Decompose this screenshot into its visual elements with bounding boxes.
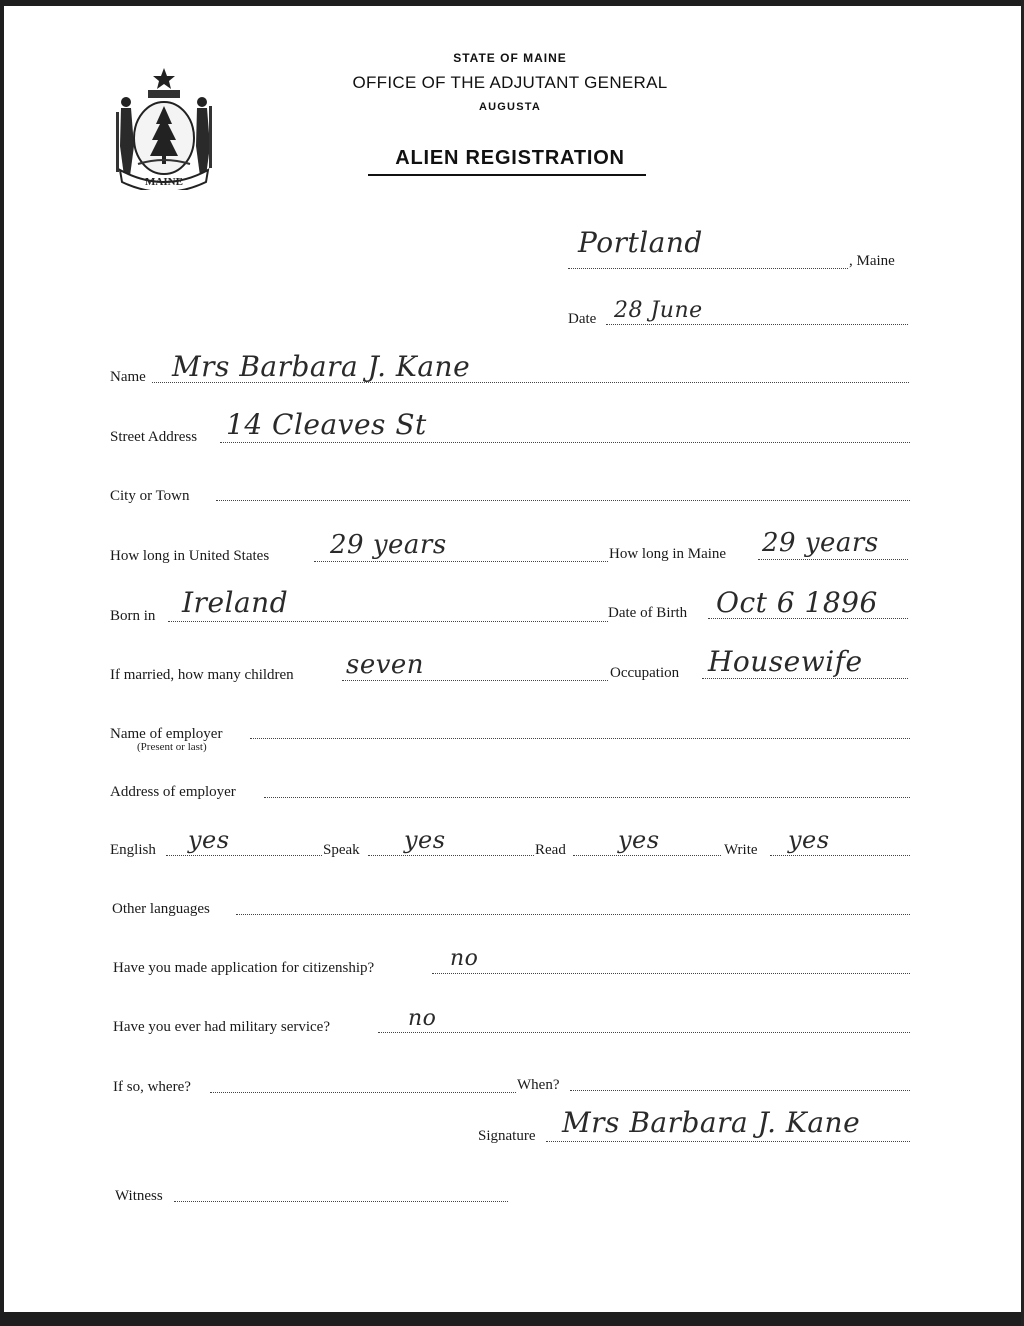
years-us-value[interactable]: 29 years: [330, 530, 447, 560]
witness-label: Witness: [115, 1188, 163, 1204]
street-label: Street Address: [110, 429, 198, 445]
years-maine-value[interactable]: 29 years: [762, 528, 879, 558]
occupation-value[interactable]: Housewife: [708, 645, 863, 678]
other-languages-label: Other languages: [112, 901, 210, 917]
years-us-label: How long in United States: [110, 548, 270, 564]
dob-label: Date of Birth: [608, 605, 688, 621]
scan-border-bottom: [0, 1312, 1024, 1326]
dob-value[interactable]: Oct 6 1896: [716, 586, 878, 619]
citizenship-value[interactable]: no: [450, 946, 479, 971]
years-maine-line: [758, 559, 908, 560]
where-line: [210, 1092, 516, 1093]
date-value[interactable]: 28 June: [614, 298, 703, 323]
write-value[interactable]: yes: [788, 826, 830, 854]
maine-state-seal-icon: [112, 66, 216, 190]
read-value[interactable]: yes: [618, 826, 660, 854]
speak-line: [368, 855, 534, 856]
citizenship-label: Have you made application for citizenship?: [113, 960, 375, 976]
employer-label: Name of employer: [110, 726, 223, 742]
born-in-line: [168, 621, 608, 622]
employer-address-label: Address of employer: [110, 784, 236, 800]
employer-line: [250, 738, 910, 739]
write-label: Write: [724, 842, 758, 858]
english-label: English: [110, 842, 156, 858]
name-value[interactable]: Mrs Barbara J. Kane: [172, 350, 471, 383]
years-us-line: [314, 561, 608, 562]
scan-border-left: [0, 0, 4, 1326]
header-state: STATE OF MAINE: [453, 51, 567, 65]
employer-address-line: [264, 797, 910, 798]
where-label: If so, where?: [113, 1079, 191, 1095]
children-label: If married, how many children: [110, 667, 294, 683]
city-label: City or Town: [110, 488, 190, 504]
when-label: When?: [517, 1077, 560, 1093]
seal-banner-text: MAINE: [145, 176, 183, 188]
english-line: [166, 855, 322, 856]
military-value[interactable]: no: [408, 1006, 437, 1031]
city-line: [216, 500, 910, 501]
title-underline: [368, 174, 646, 176]
occupation-line: [702, 678, 908, 679]
write-line: [770, 855, 910, 856]
employer-sublabel: (Present or last): [137, 741, 207, 753]
read-line: [573, 855, 721, 856]
children-value[interactable]: seven: [346, 650, 425, 680]
place-line: [568, 268, 848, 269]
signature-line: [546, 1141, 910, 1142]
military-line: [378, 1032, 910, 1033]
street-value[interactable]: 14 Cleaves St: [226, 408, 427, 441]
read-label: Read: [535, 842, 566, 858]
english-value[interactable]: yes: [188, 826, 230, 854]
date-label: Date: [568, 311, 597, 327]
name-label: Name: [110, 369, 146, 385]
header-city: AUGUSTA: [479, 101, 541, 113]
speak-label: Speak: [323, 842, 360, 858]
date-line: [606, 324, 908, 325]
place-label: , Maine: [849, 253, 895, 269]
when-line: [570, 1090, 910, 1091]
years-maine-label: How long in Maine: [609, 546, 727, 562]
military-label: Have you ever had military service?: [113, 1019, 330, 1035]
street-line: [220, 442, 910, 443]
signature-value[interactable]: Mrs Barbara J. Kane: [562, 1106, 861, 1139]
scan-border-top: [0, 0, 1024, 6]
citizenship-line: [432, 973, 910, 974]
children-line: [342, 680, 608, 681]
occupation-label: Occupation: [610, 665, 680, 681]
speak-value[interactable]: yes: [404, 826, 446, 854]
other-languages-line: [236, 914, 910, 915]
form-title: ALIEN REGISTRATION: [395, 147, 625, 169]
born-in-value[interactable]: Ireland: [182, 586, 289, 619]
place-value[interactable]: Portland: [578, 226, 703, 259]
header-office: OFFICE OF THE ADJUTANT GENERAL: [352, 73, 668, 92]
signature-label: Signature: [478, 1128, 536, 1144]
born-in-label: Born in: [110, 608, 156, 624]
witness-line: [174, 1201, 508, 1202]
